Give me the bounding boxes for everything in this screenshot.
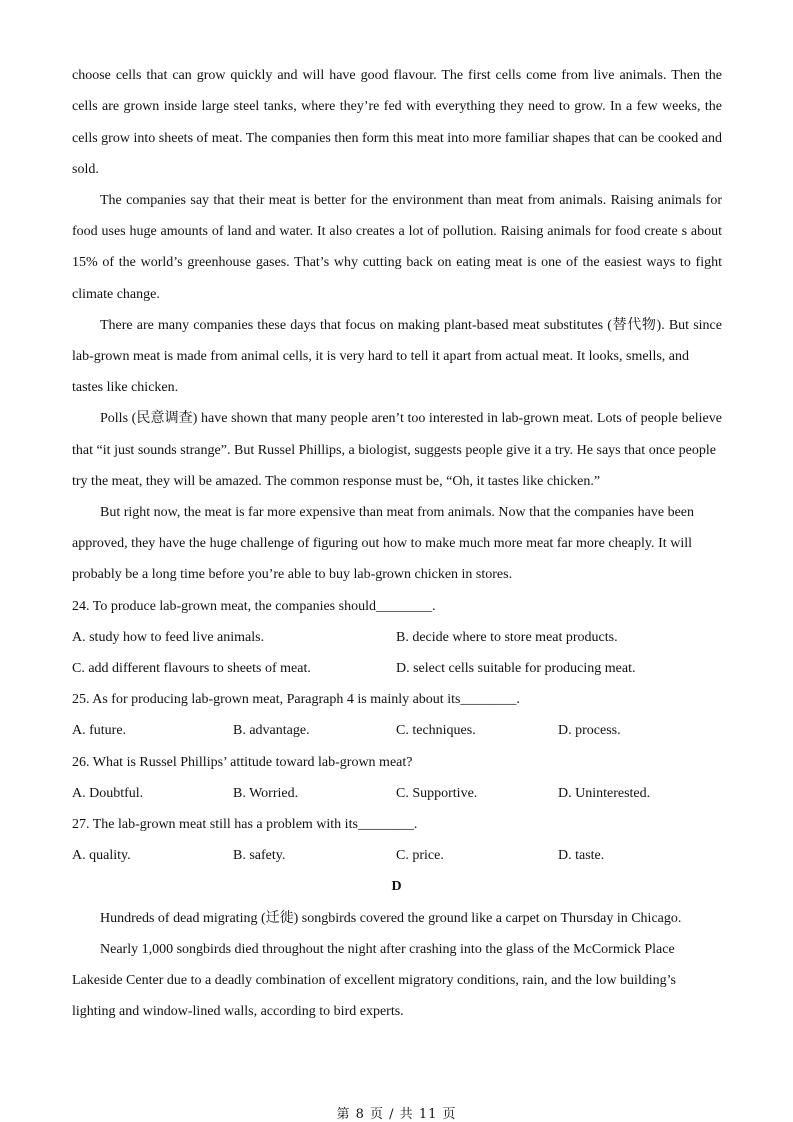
option-a: A. future.	[72, 723, 127, 738]
option-a: A. Doubtful.	[72, 786, 144, 801]
text-line: sold.	[72, 162, 99, 177]
text-line: climate change.	[72, 287, 160, 302]
option-b: B. advantage.	[233, 723, 310, 738]
section-heading: D	[391, 879, 402, 894]
option-c: C. add different flavours to sheets of meat.	[72, 661, 311, 676]
option-d: D. taste.	[558, 848, 605, 863]
text-line: 15% of the world’s greenhouse gases. That’s why cutting back on eating meat is one of the easiest ways to fight	[72, 255, 722, 270]
question-stem: 24. To produce lab-grown meat, the companies should________.	[72, 599, 436, 614]
text-line: There are many companies these days that focus on making plant-based meat substitutes (替代物). But since	[100, 318, 722, 333]
option-a: A. quality.	[72, 848, 131, 863]
text-line: try the meat, they will be amazed. The common response must be, “Oh, it tastes like chicken.”	[72, 474, 601, 489]
option-b: B. Worried.	[233, 786, 299, 801]
text-line: The companies say that their meat is better for the environment than meat from animals. Raising animals for	[100, 193, 722, 208]
option-c: C. techniques.	[396, 723, 476, 738]
question-stem: 27. The lab-grown meat still has a problem with its________.	[72, 817, 418, 832]
text-line: But right now, the meat is far more expensive than meat from animals. Now that the companies have been	[100, 505, 694, 520]
option-b: B. safety.	[233, 848, 286, 863]
option-c: C. price.	[396, 848, 444, 863]
question-stem: 25. As for producing lab-grown meat, Paragraph 4 is mainly about its________.	[72, 692, 520, 707]
text-line: Lakeside Center due to a deadly combination of excellent migratory conditions, rain, and the low building’s	[72, 973, 676, 988]
option-b: B. decide where to store meat products.	[396, 630, 618, 645]
option-c: C. Supportive.	[396, 786, 478, 801]
text-line: cells grow into sheets of meat. The companies then form this meat into more familiar shapes that can be cooked and	[72, 131, 722, 146]
text-line: choose cells that can grow quickly and will have good flavour. The first cells come from live animals. Then the	[72, 68, 722, 83]
option-a: A. study how to feed live animals.	[72, 630, 265, 645]
option-d: D. process.	[558, 723, 621, 738]
text-line: Hundreds of dead migrating (迁徙) songbirds covered the ground like a carpet on Thursday in Chicago.	[100, 911, 682, 926]
text-line: approved, they have the huge challenge of figuring out how to make much more meat far more cheaply. It will	[72, 536, 692, 551]
option-d: D. select cells suitable for producing meat.	[396, 661, 636, 676]
text-line: lighting and window-lined walls, according to bird experts.	[72, 1004, 404, 1019]
text-line: lab-grown meat is made from animal cells, it is very hard to tell it apart from actual meat. It looks, smells, and	[72, 349, 689, 364]
text-line: Nearly 1,000 songbirds died throughout the night after crashing into the glass of the McCormick Place	[100, 942, 675, 957]
text-line: cells are grown inside large steel tanks, where they’re fed with everything they need to grow. In a few weeks, the	[72, 99, 722, 114]
text-line: probably be a long time before you’re able to buy lab-grown chicken in stores.	[72, 567, 513, 582]
question-stem: 26. What is Russel Phillips’ attitude toward lab-grown meat?	[72, 755, 413, 770]
text-line: food uses huge amounts of land and water. It also creates a lot of pollution. Raising animals for food create s about	[72, 224, 722, 239]
text-line: tastes like chicken.	[72, 380, 179, 395]
text-line: that “it just sounds strange”. But Russel Phillips, a biologist, suggests people give it a try. He says that once people	[72, 443, 716, 458]
text-line: Polls (民意调查) have shown that many people aren’t too interested in lab-grown meat. Lots of people believe	[100, 411, 722, 426]
page-footer: 第 8 页 / 共 11 页	[336, 1107, 457, 1122]
option-d: D. Uninterested.	[558, 786, 651, 801]
